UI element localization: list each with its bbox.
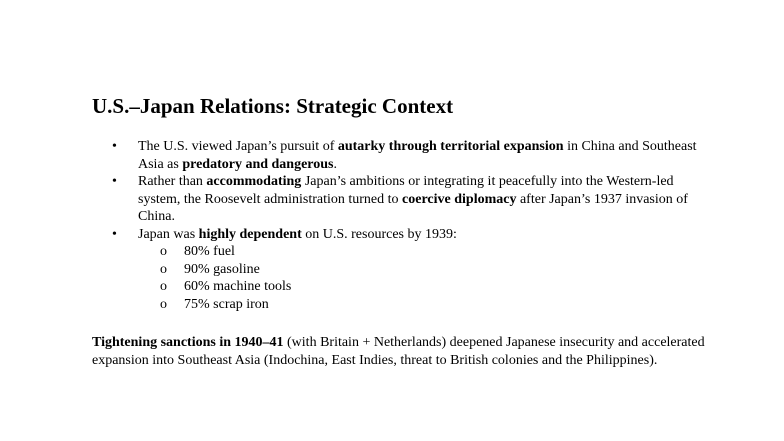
sub-marker: o [160, 296, 167, 312]
bullet-emphasis: autarky through territorial expansion [337, 139, 564, 154]
bullet-emphasis: predatory and dangerous [182, 156, 334, 172]
bullet-text: after Japan’s 1937 invasion of China. [138, 191, 688, 224]
bullet-marker: • [112, 139, 117, 154]
sub-item [138, 243, 712, 261]
sub-marker: o [160, 279, 167, 294]
sub-item [138, 261, 712, 279]
closing-paragraph [92, 334, 712, 370]
bullet-text: The U.S. viewed Japan’s pursuit of [138, 139, 338, 154]
bullet-text: Japan’s ambitions or integrating it peacefully into the Western-led system, the Roosevelt administration turned to [138, 174, 674, 207]
bullet-text: in China and Southeast Asia as [138, 139, 697, 172]
bullet-item [112, 173, 712, 226]
closing-text: (with Britain + Netherlands) deepened Japanese insecurity and accelerated expansion into Southeast Asia (Indochina, East Indies, threat to British colonies and the Philippines). [92, 335, 705, 368]
closing-emphasis: Tightening sanctions in 1940–41 [92, 335, 284, 350]
bullet-text: . [333, 156, 338, 172]
resource-sub-list [138, 243, 712, 313]
sub-item-text: 80% fuel [184, 244, 235, 259]
bullet-marker: • [112, 174, 117, 189]
slide-title: U.S.–Japan Relations: Strategic Context [92, 94, 454, 118]
sub-item [138, 278, 712, 296]
sub-marker: o [160, 261, 167, 277]
sub-item [138, 296, 712, 314]
bullet-text: Rather than [138, 174, 207, 189]
bullet-item [112, 138, 712, 173]
bullet-emphasis: highly dependent [198, 226, 302, 242]
bullet-marker: • [112, 226, 117, 242]
bullet-emphasis: coercive diplomacy [402, 191, 517, 207]
bullet-item [112, 226, 712, 314]
sub-marker: o [160, 244, 167, 259]
sub-item-text: 60% machine tools [184, 279, 292, 294]
bullet-emphasis: accommodating [206, 174, 302, 189]
sub-item-text: 90% gasoline [184, 261, 260, 277]
bullet-text: on U.S. resources by 1939: [301, 226, 457, 242]
bullet-list [112, 138, 712, 313]
sub-item-text: 75% scrap iron [184, 296, 269, 312]
bullet-text: Japan was [138, 226, 199, 242]
